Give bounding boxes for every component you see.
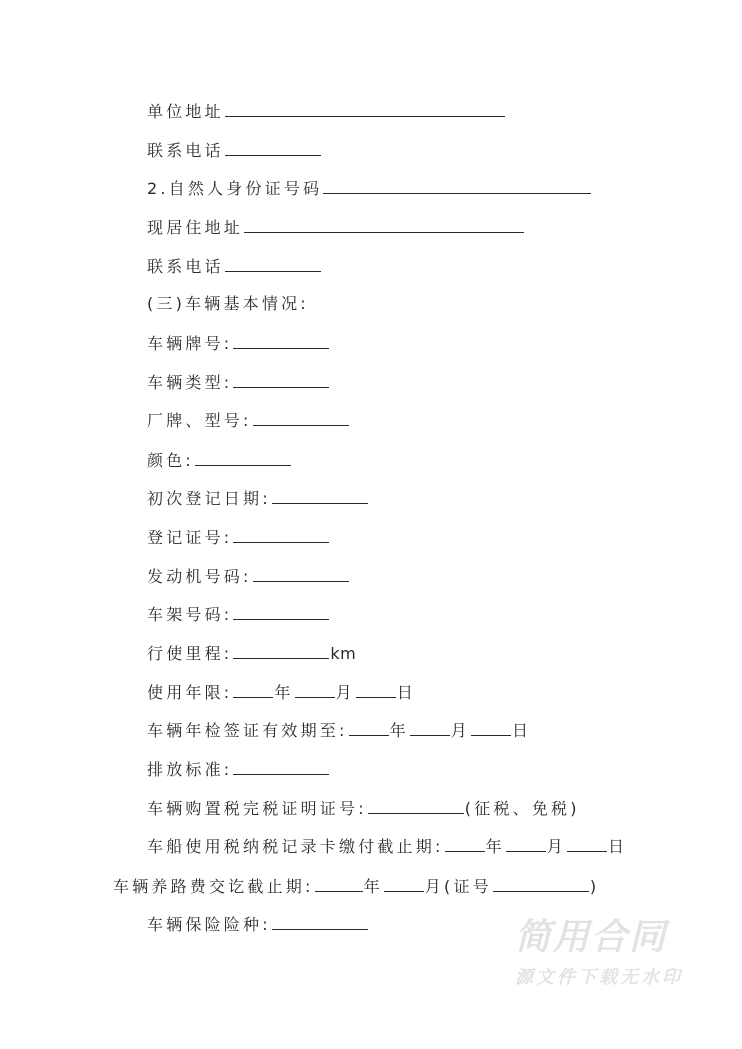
fill-blank[interactable]	[272, 914, 368, 930]
fill-blank[interactable]	[233, 372, 329, 388]
line-vessel-tax-deadline	[147, 836, 627, 856]
month-blank[interactable]	[506, 836, 546, 852]
fill-blank[interactable]	[225, 101, 505, 117]
fill-blank[interactable]	[233, 527, 329, 543]
label: 单位地址	[147, 102, 224, 121]
label: 现居住地址	[147, 218, 244, 237]
label: 登记证号:	[147, 528, 233, 547]
watermark	[515, 918, 715, 990]
month-blank[interactable]	[295, 682, 335, 698]
year-label: 年	[389, 721, 409, 740]
fill-blank[interactable]	[195, 450, 291, 466]
line-engine-number	[147, 566, 350, 586]
day-blank[interactable]	[471, 720, 511, 736]
month-blank[interactable]	[410, 720, 450, 736]
label: 颜色:	[147, 451, 194, 470]
watermark-brand: 简用合同	[515, 917, 668, 958]
month-label: 月	[450, 721, 470, 740]
fill-blank[interactable]	[244, 217, 524, 233]
label: 厂牌、型号:	[147, 411, 252, 430]
line-contact-phone-2	[147, 256, 322, 276]
label: 车辆养路费交讫截止期:	[113, 877, 314, 896]
year-label: 年	[485, 837, 505, 856]
line-color	[147, 450, 292, 470]
close-paren: )	[589, 877, 600, 896]
year-blank[interactable]	[349, 720, 389, 736]
month-cert-label: 月(证号	[424, 877, 492, 896]
month-blank[interactable]	[384, 876, 424, 892]
year-blank[interactable]	[315, 876, 363, 892]
year-blank[interactable]	[233, 682, 273, 698]
year-label: 年	[363, 877, 383, 896]
label: 联系电话	[147, 257, 224, 276]
line-road-fee-deadline	[113, 876, 599, 896]
line-plate-number	[147, 333, 330, 353]
line-service-life	[147, 682, 416, 702]
line-annual-inspection-valid-until	[147, 720, 531, 740]
label: 排放标准:	[147, 760, 233, 779]
line-insurance-type	[147, 914, 369, 934]
fill-blank[interactable]	[233, 643, 329, 659]
label: 车辆年检签证有效期至:	[147, 721, 348, 740]
line-unit-address	[147, 101, 506, 121]
label: 车辆保险险种:	[147, 915, 271, 934]
month-label: 月	[546, 837, 566, 856]
unit-suffix: km	[330, 644, 357, 663]
line-id-number	[147, 178, 592, 198]
watermark-tagline: 源文件下载无水印	[515, 967, 683, 988]
line-first-registration-date	[147, 488, 369, 508]
fill-blank[interactable]	[233, 333, 329, 349]
fill-blank[interactable]	[253, 410, 349, 426]
line-registration-cert-number	[147, 527, 330, 547]
fill-blank[interactable]	[233, 759, 329, 775]
day-label: 日	[512, 721, 532, 740]
day-label: 日	[396, 683, 417, 702]
label: 行使里程:	[147, 644, 233, 663]
day-blank[interactable]	[356, 682, 396, 698]
day-blank[interactable]	[567, 836, 607, 852]
heading: (三)车辆基本情况:	[147, 294, 309, 313]
label: 车架号码:	[147, 605, 233, 624]
line-current-address	[147, 217, 525, 237]
label: 初次登记日期:	[147, 489, 271, 508]
label: 2.自然人身份证号码	[147, 179, 323, 198]
line-purchase-tax-cert	[147, 798, 580, 818]
label: 车辆牌号:	[147, 334, 233, 353]
fill-blank[interactable]	[323, 178, 591, 194]
month-label: 月	[335, 683, 355, 702]
day-label: 日	[608, 837, 628, 856]
label: 车船使用税纳税记录卡缴付截止期:	[147, 837, 444, 856]
line-brand-model	[147, 410, 350, 430]
fill-blank[interactable]	[233, 604, 329, 620]
fill-blank[interactable]	[225, 140, 321, 156]
line-emission-standard	[147, 759, 330, 779]
year-blank[interactable]	[445, 836, 485, 852]
section-heading-vehicle-info	[147, 294, 309, 314]
label: 车辆类型:	[147, 373, 233, 392]
fill-blank[interactable]	[225, 256, 321, 272]
fill-blank[interactable]	[253, 566, 349, 582]
label: 使用年限:	[147, 683, 233, 702]
label: 车辆购置税完税证明证号:	[147, 799, 367, 818]
fill-blank[interactable]	[368, 798, 464, 814]
cert-number-blank[interactable]	[493, 876, 589, 892]
label: 发动机号码:	[147, 567, 252, 586]
line-frame-number	[147, 604, 330, 624]
label: 联系电话	[147, 141, 224, 160]
tax-type-note: (征税、免税)	[464, 799, 580, 818]
fill-blank[interactable]	[272, 488, 368, 504]
line-contact-phone	[147, 140, 322, 160]
line-mileage	[147, 643, 356, 663]
year-label: 年	[274, 683, 294, 702]
line-vehicle-type	[147, 372, 330, 392]
